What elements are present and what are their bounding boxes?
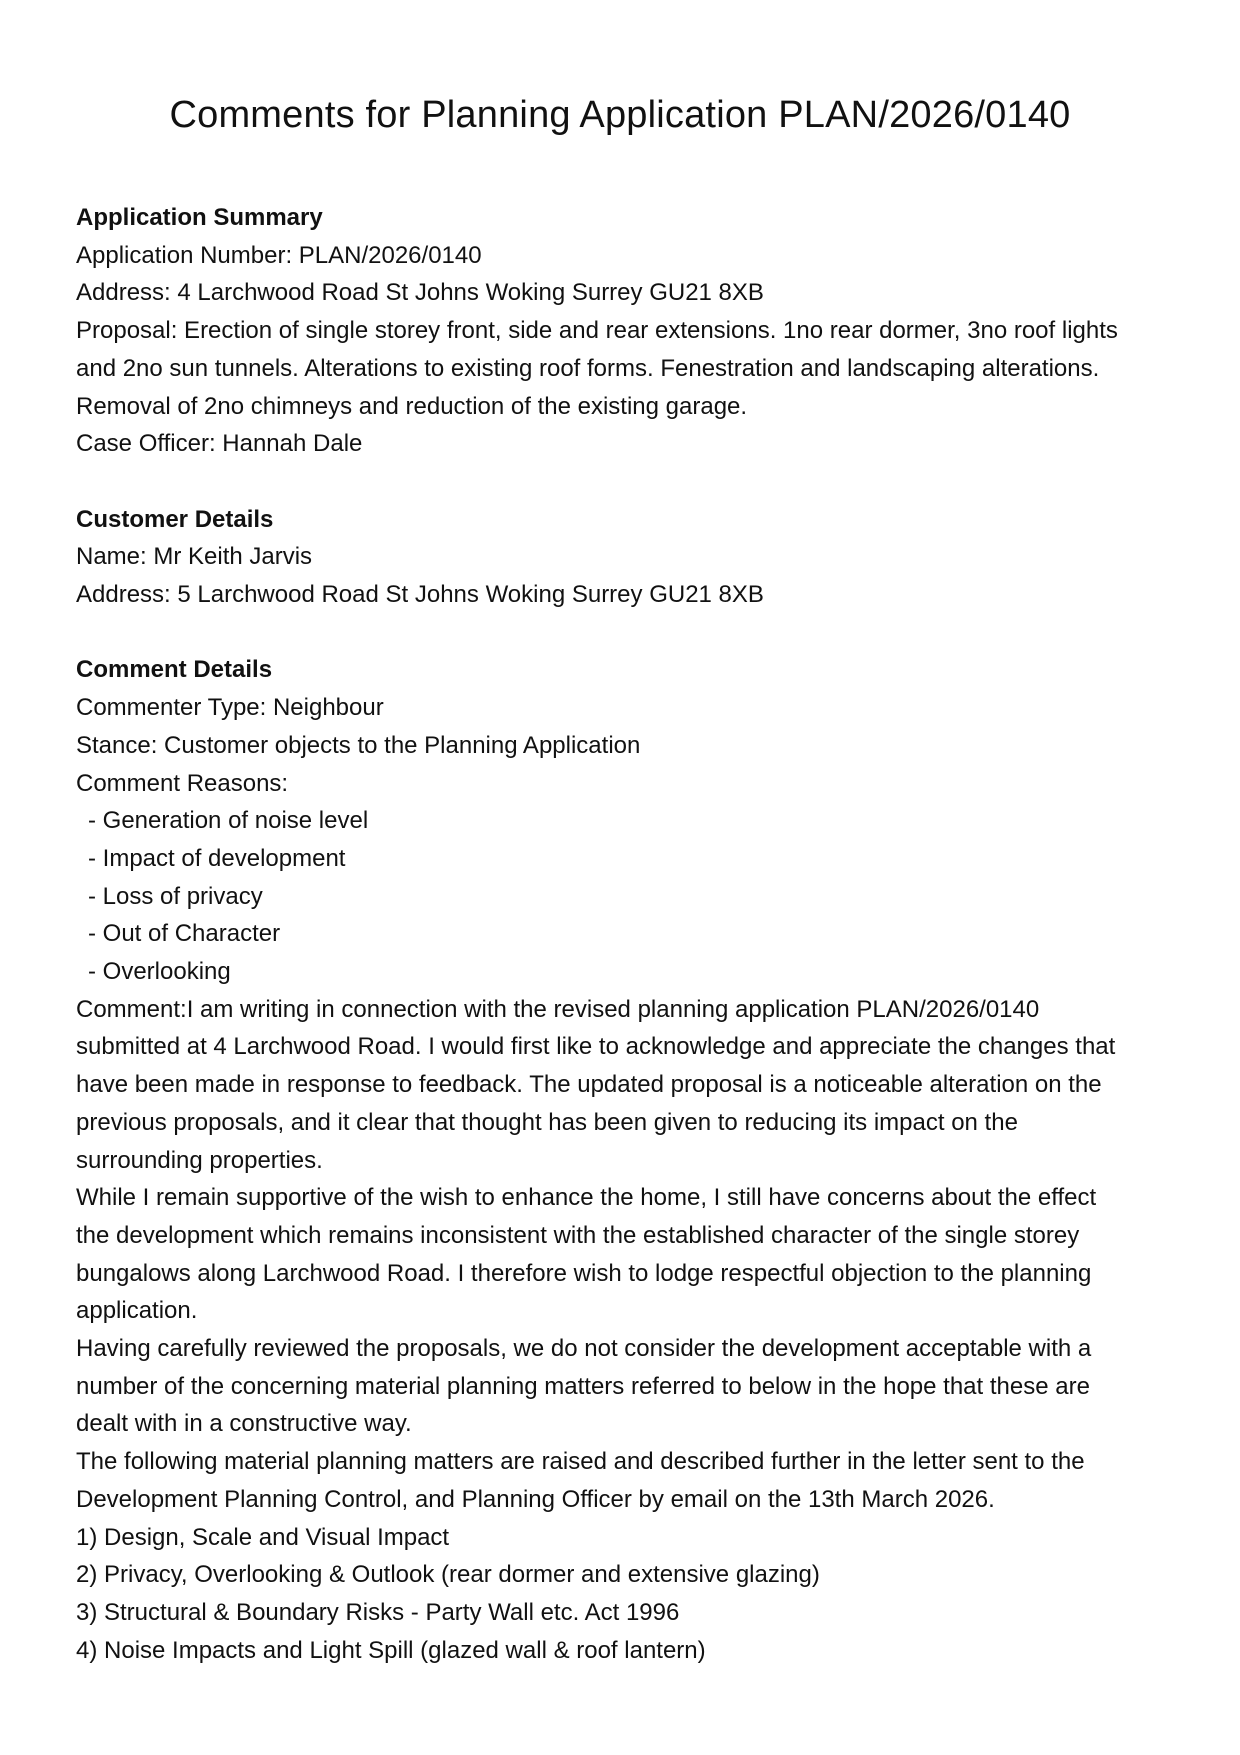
customer-details-section bbox=[76, 501, 1186, 614]
comment-text bbox=[76, 991, 1186, 1670]
comment-line: surrounding properties. bbox=[76, 1146, 323, 1174]
application-number: Application Number: PLAN/2026/0140 bbox=[76, 241, 482, 269]
document-body bbox=[76, 199, 1186, 1669]
comment-line: Having carefully reviewed the proposals, we do not consider the development acceptable with a bbox=[76, 1335, 1092, 1363]
application-summary-section bbox=[76, 199, 1186, 463]
proposal-line: and 2no sun tunnels. Alterations to existing roof forms. Fenestration and landscaping alterations. bbox=[76, 354, 1100, 382]
comment-line: number of the concerning material planning matters referred to below in the hope that these are bbox=[76, 1372, 1090, 1400]
customer-address: Address: 5 Larchwood Road St Johns Woking Surrey GU21 8XB bbox=[76, 581, 764, 609]
comment-line: submitted at 4 Larchwood Road. I would first like to acknowledge and appreciate the changes that bbox=[76, 1033, 1116, 1061]
comment-reason-item: - Overlooking bbox=[88, 958, 231, 986]
comment-reason-item: - Generation of noise level bbox=[88, 807, 369, 835]
comment-line: 2) Privacy, Overlooking & Outlook (rear dormer and extensive glazing) bbox=[76, 1561, 820, 1589]
stance: Stance: Customer objects to the Planning Application bbox=[76, 731, 641, 759]
comment-line: While I remain supportive of the wish to enhance the home, I still have concerns about the effect bbox=[76, 1184, 1097, 1212]
customer-name: Name: Mr Keith Jarvis bbox=[76, 543, 313, 571]
commenter-type: Commenter Type: Neighbour bbox=[76, 694, 384, 722]
comment-line: bungalows along Larchwood Road. I therefore wish to lodge respectful objection to the planning bbox=[76, 1259, 1092, 1287]
comment-reasons-label: Comment Reasons: bbox=[76, 769, 289, 797]
section-spacer bbox=[76, 463, 1186, 501]
comment-reason-item: - Impact of development bbox=[88, 844, 346, 872]
comment-line: Comment:I am writing in connection with the revised planning application PLAN/2026/0140 bbox=[76, 995, 1040, 1023]
application-address: Address: 4 Larchwood Road St Johns Woking Surrey GU21 8XB bbox=[76, 279, 764, 307]
comment-line: Development Planning Control, and Planning Officer by email on the 13th March 2026. bbox=[76, 1485, 995, 1513]
comment-line: 4) Noise Impacts and Light Spill (glazed wall & roof lantern) bbox=[76, 1636, 706, 1664]
comment-reason-item: - Out of Character bbox=[88, 920, 281, 948]
comment-line: previous proposals, and it clear that thought has been given to reducing its impact on the bbox=[76, 1108, 1018, 1136]
comment-details-section bbox=[76, 651, 1186, 1669]
comment-line: The following material planning matters are raised and described further in the letter sent to the bbox=[76, 1448, 1085, 1476]
proposal-line: Removal of 2no chimneys and reduction of the existing garage. bbox=[76, 392, 748, 420]
comment-reason-item: - Loss of privacy bbox=[88, 882, 263, 910]
customer-details-heading: Customer Details bbox=[76, 505, 274, 533]
case-officer: Case Officer: Hannah Dale bbox=[76, 430, 363, 458]
proposal-line: Proposal: Erection of single storey front, side and rear extensions. 1no rear dormer, 3no roof lights bbox=[76, 317, 1118, 345]
comment-line: have been made in response to feedback. The updated proposal is a noticeable alteration on the bbox=[76, 1071, 1102, 1099]
section-spacer bbox=[76, 614, 1186, 652]
comment-line: dealt with in a constructive way. bbox=[76, 1410, 412, 1438]
comment-line: 1) Design, Scale and Visual Impact bbox=[76, 1523, 450, 1551]
comment-line: 3) Structural & Boundary Risks - Party Wall etc. Act 1996 bbox=[76, 1598, 680, 1626]
document-title: Comments for Planning Application PLAN/2026/0140 bbox=[169, 94, 1071, 136]
comment-details-heading: Comment Details bbox=[76, 656, 273, 684]
comment-line: the development which remains inconsistent with the established character of the single storey bbox=[76, 1221, 1080, 1249]
application-summary-heading: Application Summary bbox=[76, 204, 323, 231]
comment-line: application. bbox=[76, 1297, 198, 1325]
